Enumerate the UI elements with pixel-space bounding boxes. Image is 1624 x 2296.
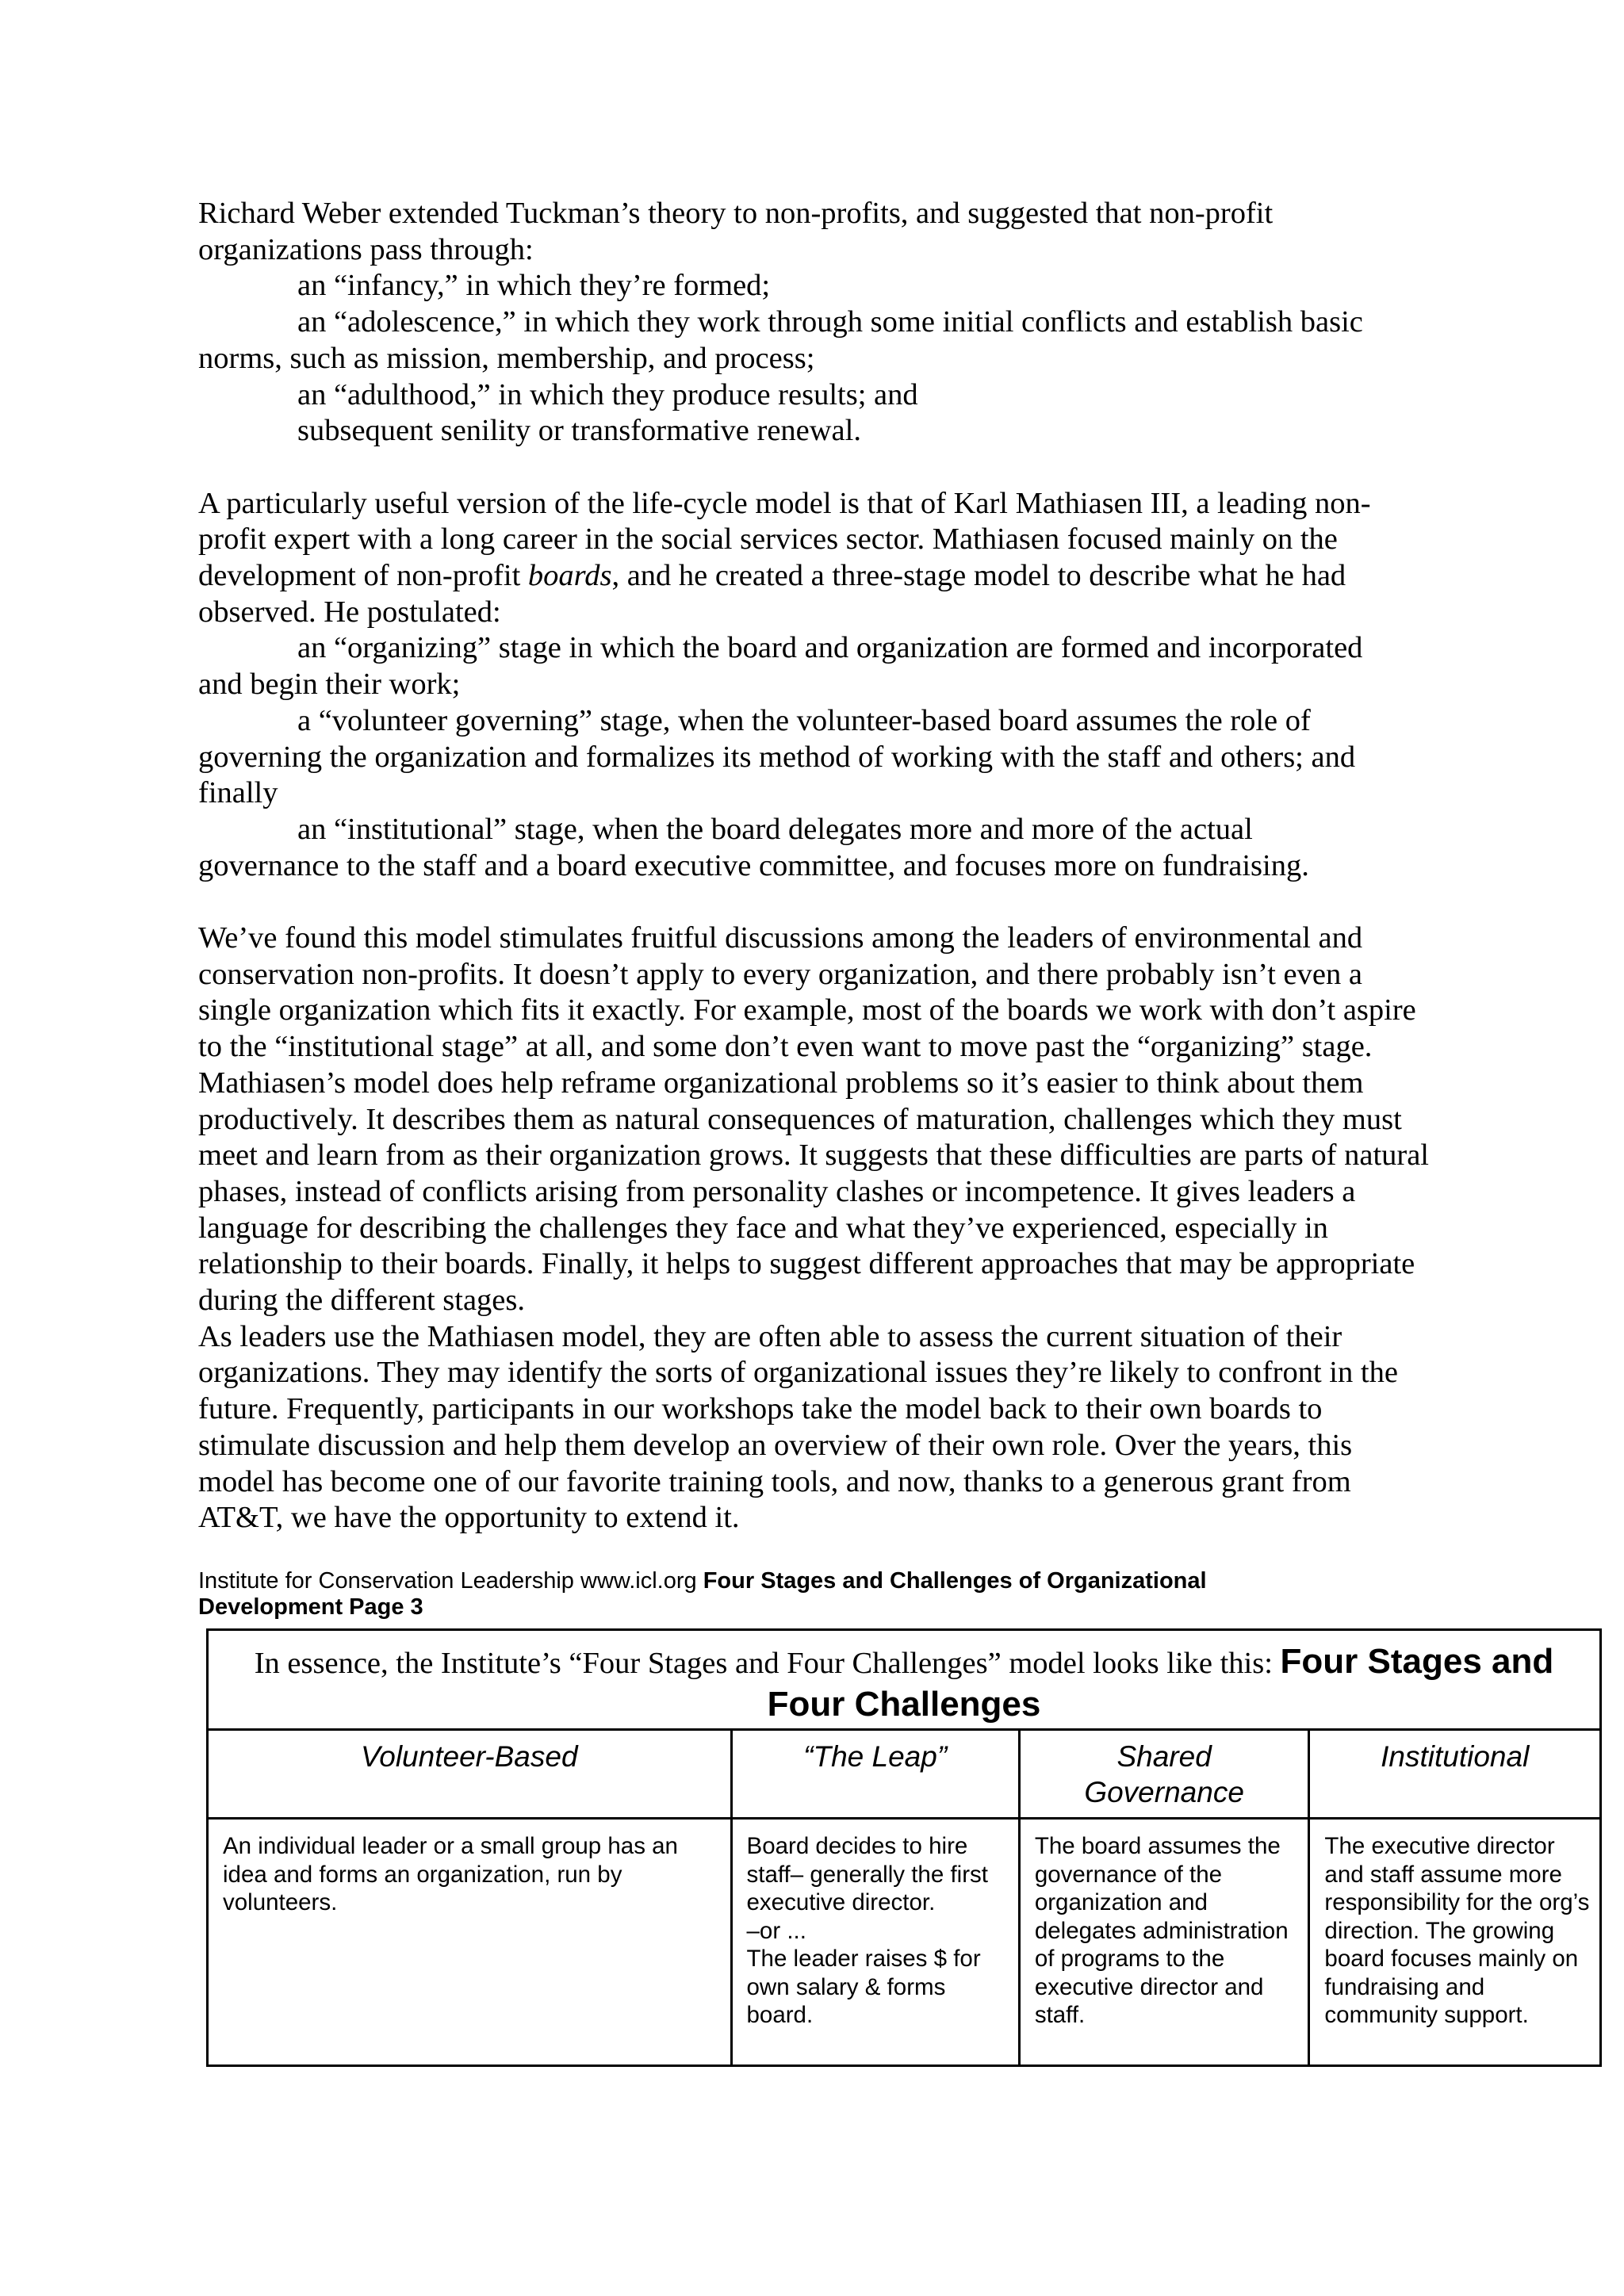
shared-governance-description: The board assumes the governance of the organization and delegates administration of programs to the executive director and staff. [1019, 1819, 1309, 2066]
boards-emphasis: boards [527, 559, 612, 593]
organizing-stage-item: an “organizing” stage in which the board and organization are formed and incorporated [297, 631, 1363, 665]
weber-intro-paragraph: Richard Weber extended Tuckman’s theory to non-profits, and suggested that non-profit organizations pass through: [198, 197, 1274, 266]
column-header-volunteer-based: Volunteer-Based [208, 1730, 732, 1819]
weber-adolescence-item: an “adolescence,” in which they work through some initial conflicts and establish basic [297, 305, 1363, 339]
footer-title: Four Stages and Challenges of Organizational Development Page 3 [198, 1568, 1207, 1620]
volunteer-governing-continuation: governing the organization and formalizes its method of working with the staff and others; and finally [198, 740, 1356, 810]
table-row [208, 1819, 1601, 2066]
leaders-use-paragraph: As leaders use the Mathiasen model, they are often able to assess the current situation of their organizations. They may identify the sorts of organizational issues they’re likely to confront in the future. Frequently, participants in our workshops take the model back to their own boards to stimulate discussion and help them develop an overview of their own role. Over the years, this model has become one of our favorite training tools, and now, thanks to a generous grant from AT&T, we have the opportunity to extend it. [198, 1319, 1398, 1535]
the-leap-option-two: The leader raises $ for own salary & forms board. [746, 1946, 981, 2028]
paragraph-gap [198, 450, 1435, 486]
volunteer-based-description: An individual leader or a small group has an idea and forms an organization, run by volunteers. [208, 1819, 732, 2066]
body-text [198, 196, 1435, 1536]
institutional-stage-continuation: governance to the staff and a board executive committee, and focuses more on fundraising. [198, 848, 1309, 882]
organizing-stage-continuation: and begin their work; [198, 668, 461, 702]
institutional-description: The executive director and staff assume more responsibility for the org’s direction. The growing board focuses mainly on fundraising and community support. [1309, 1819, 1601, 2066]
institutional-stage-item: an “institutional” stage, when the board delegates more and more of the actual [297, 812, 1253, 846]
table-title-row [208, 1630, 1601, 1730]
column-header-shared-governance: Shared Governance [1019, 1730, 1309, 1819]
column-header-the-leap: “The Leap” [731, 1730, 1019, 1819]
paragraph-gap [198, 884, 1435, 920]
column-header-institutional: Institutional [1309, 1730, 1601, 1819]
weber-adulthood-item: an “adulthood,” in which they produce results; and [297, 377, 918, 411]
the-leap-description [731, 1819, 1019, 2066]
mathiasen-intro-text: A particularly useful version of the life-cycle model is that of Karl Mathiasen III, a leading non-profit expert with a long career in the social services sector. Mathiasen focused mainly on the development of non-profit [198, 486, 1371, 593]
footer-source: Institute for Conservation Leadership www.icl.org [198, 1568, 703, 1594]
mathiasen-intro-text-end: , and he created a three-stage model to describe what he had observed. He postulated: [198, 559, 1346, 629]
weber-senility-item: subsequent senility or transformative renewal. [297, 414, 861, 448]
found-model-paragraph: We’ve found this model stimulates fruitful discussions among the leaders of environmental and conservation non-profits. It doesn’t apply to every organization, and there probably isn’t even a single organization which fits it exactly. For example, most of the boards we work with don’t aspire to the “institutional stage” at all, and some don’t even want to move past the “organizing” stage. [198, 921, 1416, 1064]
table-header-row [208, 1730, 1601, 1819]
weber-infancy-item: an “infancy,” in which they’re formed; [297, 269, 771, 303]
the-leap-option-one: Board decides to hire staff– generally the first executive director. [746, 1833, 988, 1915]
page-footer [198, 1568, 1324, 1621]
four-stages-table [206, 1628, 1602, 2067]
mathiasen-intro-paragraph [198, 486, 1435, 631]
table-title: Four Stages and Four Challenges [767, 1642, 1554, 1724]
reframe-paragraph: Mathiasen’s model does help reframe organizational problems so it’s easier to think about them productively. It describes them as natural consequences of maturation, challenges which they must meet and learn from as their organization grows. It suggests that these difficulties are parts of natural phases, instead of conflicts arising from personality clashes or incompetence. It gives leaders a language for describing the challenges they face and what they’ve experienced, especially in relationship to their boards. Finally, it helps to suggest different approaches that may be appropriate during the different stages. [198, 1066, 1429, 1318]
table-intro-text: In essence, the Institute’s “Four Stages and Four Challenges” model looks like this: [254, 1647, 1281, 1680]
the-leap-or-separator: –or ... [746, 1917, 806, 1944]
weber-adolescence-continuation: norms, such as mission, membership, and process; [198, 341, 815, 375]
volunteer-governing-stage-item: a “volunteer governing” stage, when the volunteer-based board assumes the role of [297, 703, 1311, 737]
table-title-cell [208, 1630, 1601, 1730]
